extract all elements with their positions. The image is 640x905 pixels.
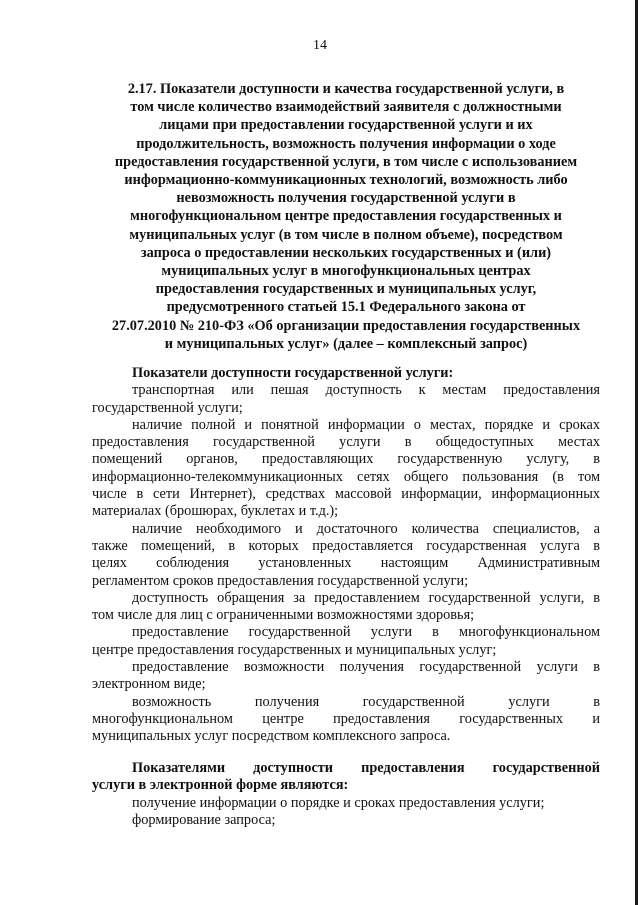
- scan-edge-line: [635, 0, 638, 905]
- heading-line: лицами при предоставлении государственной услуги и их: [159, 117, 533, 134]
- heading-line: предоставления государственных и муниципальных услуг,: [155, 281, 537, 298]
- heading-line: том числе количество взаимодействий заявителя с должностными: [130, 99, 562, 116]
- body-line: государственной услуги;: [92, 399, 243, 416]
- heading-line: муниципальных услуг (в том числе в полном объеме), посредством: [129, 226, 563, 243]
- body-line: получение информации о порядке и сроках предоставления услуги;: [132, 794, 545, 811]
- body-line: многофункциональном центре предоставления государственных и: [92, 710, 600, 727]
- body-line: материалах (брошюрах, буклетах и т.д.);: [92, 503, 339, 520]
- body-line: предоставление возможности получения государственной услуги в: [132, 659, 600, 676]
- heading-line: информационно-коммуникационных технологий, возможность либо: [124, 172, 568, 189]
- body-line: информационно-телекоммуникационных сетях общего пользования (в том: [92, 468, 600, 485]
- body-line: наличие необходимого и достаточного количества специалистов, а: [132, 520, 600, 537]
- body-line: помещений органов, предоставляющих государственную услугу, в: [92, 451, 600, 468]
- section-heading: [92, 80, 600, 353]
- body-line: том числе для лиц с ограниченными возможностями здоровья;: [92, 607, 475, 624]
- availability-heading: Показатели доступности государственной услуги:: [132, 365, 454, 381]
- heading-line: многофункциональном центре предоставления государственных и: [130, 208, 562, 225]
- electronic-heading-line: услуги в электронной форме являются:: [92, 777, 349, 794]
- body-line: электронном виде;: [92, 676, 206, 693]
- heading-line: муниципальных услуг в многофункциональных центрах: [161, 263, 531, 280]
- body-line: возможность получения государственной услуги в: [132, 693, 600, 710]
- body-line: транспортная или пешая доступность к местам предоставления: [132, 382, 600, 399]
- body-line: наличие полной и понятной информации о местах, порядке и сроках: [132, 416, 600, 433]
- body-line: предоставление государственной услуги в многофункциональном: [132, 624, 600, 641]
- page-number: 14: [313, 38, 327, 53]
- availability-section: [92, 365, 600, 746]
- body-line: муниципальных услуг посредством комплексного запроса.: [92, 728, 451, 745]
- heading-line: 27.07.2010 № 210-ФЗ «Об организации предоставления государственных: [111, 317, 581, 334]
- heading-line: 2.17. Показатели доступности и качества государственной услуги, в: [127, 81, 565, 97]
- body-line: доступность обращения за предоставлением государственной услуги, в: [132, 589, 600, 606]
- heading-line: и муниципальных услуг» (далее – комплексный запрос): [164, 335, 528, 352]
- body-line: регламентом сроков предоставления государственной услуги;: [92, 572, 469, 589]
- body-line: центре предоставления государственных и муниципальных услуг;: [92, 641, 497, 658]
- body-line: формирование запроса;: [132, 811, 276, 828]
- electronic-section: [92, 760, 600, 829]
- heading-line: предоставления государственной услуги, в том числе с использованием: [114, 153, 578, 170]
- heading-line: невозможность получения государственной услуги в: [176, 190, 516, 207]
- body-line: также помещений, в которых предоставляется государственная услуга в: [92, 537, 600, 554]
- heading-line: предусмотренного статьей 15.1 Федерального закона от: [166, 299, 526, 316]
- body-line: предоставления государственной услуги в общедоступных местах: [92, 434, 600, 451]
- body-line: целях соблюдения установленных настоящим Административным: [92, 555, 600, 572]
- heading-line: запроса о предоставлении нескольких государственных и (или): [140, 244, 552, 261]
- electronic-heading-line: Показателями доступности предоставления государственной: [132, 760, 600, 776]
- heading-line: продолжительность, возможность получения информации о ходе: [136, 135, 556, 152]
- body-line: числе в сети Интернет), средствах массовой информации, информационных: [92, 486, 600, 503]
